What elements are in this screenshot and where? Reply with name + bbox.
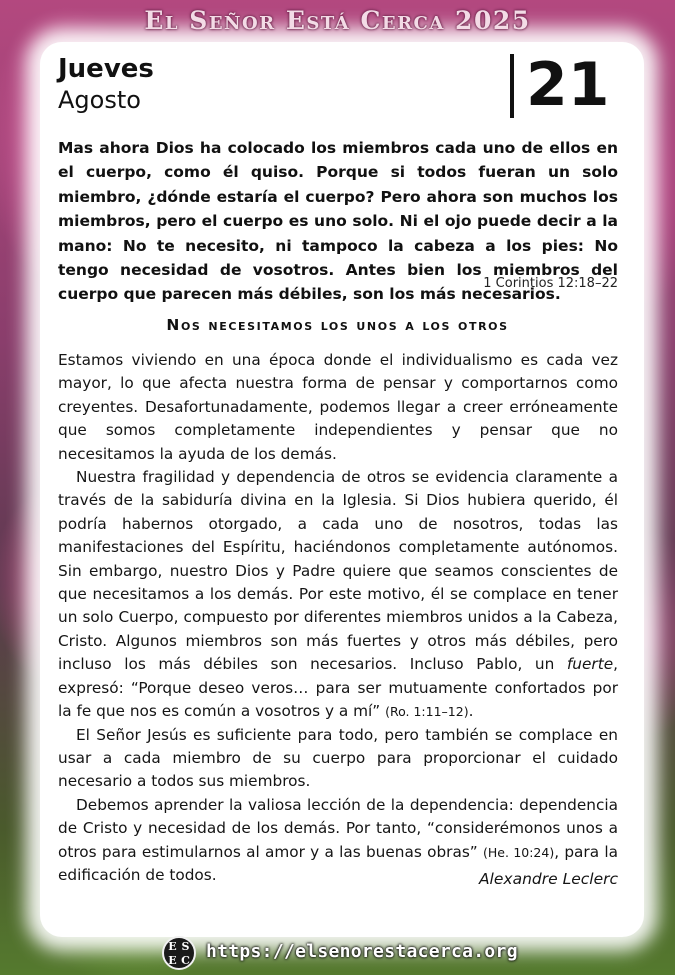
- devotional-title: Nos necesitamos los unos a los otros: [166, 316, 509, 334]
- emphasis-word: fuerte: [566, 655, 614, 674]
- verse-reference: 1 Corintios 12:18–22: [483, 276, 618, 291]
- paragraph-3: El Señor Jesús es suficiente para todo, pero también se complace en usar a cada miembro de su cuerpo para proporcionar el cuidado necesario a todos sus miembros.: [58, 725, 618, 791]
- paragraph-4-text-b: , para la edificación de todos.: [58, 842, 618, 884]
- devotional-body: [58, 349, 618, 887]
- paragraph-4-text-a: Debemos aprender la valiosa lección de la dependencia: dependencia de Cristo y necesidad de los demás. Por tanto, “considerémonos unos a otros para estimularnos al amor y a las buenas obras”: [58, 795, 618, 861]
- paragraph-2-text-a: Nuestra fragilidad y dependencia de otros se evidencia claramente a través de la sabiduría divina en la Iglesia. Si Dios hubiera querido, él podría habernos otorgado, a cada uno de nosotros, todas las manifestaciones del Espíritu, haciéndonos completamente autónomos. Sin embargo, nuestro Dios y Padre quiere que seamos conscientes de que necesitamos a los demás. Por este motivo, él se complace en tener un solo Cuerpo, compuesto por diferentes miembros unidos a la Cabeza, Cristo. Algunos miembros son más fuertes y otros más débiles, pero incluso los más débiles son necesarios. Incluso Pablo, un: [58, 468, 618, 674]
- paragraph-1: Estamos viviendo en una época donde el individualismo es cada vez mayor, lo que afecta nuestra forma de pensar y comportarnos como creyentes. Desafortunadamente, podemos llegar a creer erróneamente que somos completamente independientes y pensar que no necesitamos la ayuda de los demás.: [58, 351, 618, 463]
- day-number: 21: [526, 50, 610, 120]
- citation-romanos: (Ro. 1:11–12): [385, 704, 469, 720]
- logo-letter: E: [168, 954, 177, 967]
- author-name: Alexandre Leclerc: [478, 870, 618, 888]
- logo-letter: E: [168, 940, 177, 953]
- logo-letter: C: [181, 954, 190, 967]
- logo-letter: S: [181, 940, 190, 953]
- paragraph-2-text-b: , expresó: “Porque deseo veros… para ser mutuamente confortados por la fe que nos es común a vosotros y a mí”: [58, 655, 618, 721]
- date-divider: [510, 54, 514, 118]
- month-label: Agosto: [58, 86, 141, 114]
- footer: [0, 935, 675, 975]
- citation-hebreos: (He. 10:24): [483, 844, 555, 860]
- paragraph-2-text-c: .: [468, 702, 474, 721]
- bible-verse: Mas ahora Dios ha colocado los miembros cada uno de ellos en el cuerpo, como él quiso. Porque si todos fueran un solo miembro, ¿dónde estaría el cuerpo? Pero ahora son muchos los miembros, pero el cuerpo es uno solo. Ni el ojo puede decir a la mano: No te necesito, ni tampoco la cabeza a los pies: No tengo necesidad de vosotros. Antes bien los miembros del cuerpo que parecen más débiles, son los más necesarios.: [58, 139, 618, 304]
- weekday-label: Jueves: [58, 54, 154, 84]
- publication-title: El Señor Está Cerca 2025: [144, 6, 531, 35]
- publisher-logo-icon: [162, 936, 196, 970]
- paragraph-2: [58, 466, 618, 723]
- website-link[interactable]: https://elsenorestacerca.org: [206, 941, 518, 962]
